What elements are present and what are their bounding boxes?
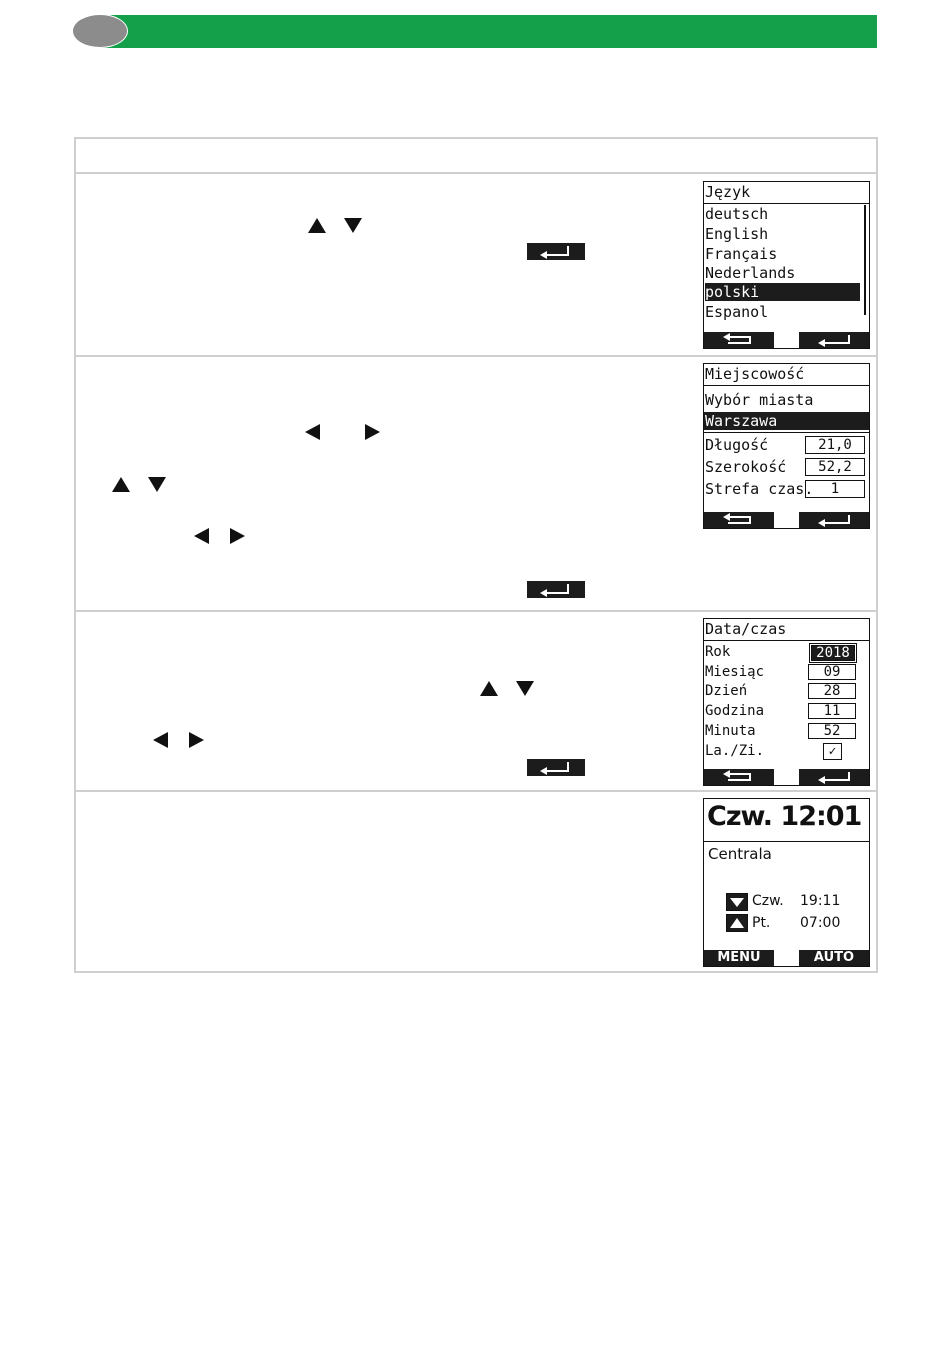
longitude-field[interactable]: 21,0 (805, 436, 865, 454)
enter-icon[interactable] (799, 769, 869, 785)
field-label: Rok (705, 644, 731, 660)
field-label: Szerokość (705, 458, 787, 476)
field-label: Długość (705, 436, 769, 454)
field-label: La./Zi. (705, 743, 765, 759)
enter-icon[interactable] (799, 512, 869, 528)
lcd-title: Język (705, 183, 751, 201)
list-item[interactable]: Nederlands (705, 264, 796, 282)
up-time: 07:00 (800, 915, 841, 931)
left-arrow-icon (305, 424, 320, 440)
sunset-down-icon (726, 893, 748, 911)
lcd-location-screen (703, 363, 870, 529)
down-arrow-icon (516, 681, 534, 696)
up-arrow-icon (480, 681, 498, 696)
right-arrow-icon (365, 424, 380, 440)
sunrise-up-icon (726, 914, 748, 932)
back-icon[interactable] (704, 512, 774, 528)
down-arrow-icon (344, 218, 362, 233)
hour-field[interactable]: 11 (808, 703, 856, 719)
list-item[interactable]: English (705, 225, 769, 243)
day-field[interactable]: 28 (808, 683, 856, 699)
city-value[interactable]: Warszawa (704, 412, 869, 430)
scrollbar[interactable] (864, 205, 866, 315)
minute-field[interactable]: 52 (808, 723, 856, 739)
enter-icon (527, 581, 585, 598)
latitude-field[interactable]: 52,2 (805, 458, 865, 476)
timezone-field[interactable]: 1 (805, 480, 865, 498)
right-arrow-icon (189, 732, 204, 748)
list-item[interactable]: Espanol (705, 303, 769, 321)
down-time: 19:11 (800, 893, 841, 909)
auto-button[interactable]: AUTO (799, 950, 869, 966)
table-row-main-screen (76, 790, 876, 973)
list-item[interactable]: Français (705, 245, 778, 263)
up-arrow-icon (308, 218, 326, 233)
lcd-title: Data/czas (705, 620, 787, 638)
section-header-bar (100, 15, 877, 48)
instruction-table (74, 137, 878, 973)
right-arrow-icon (230, 528, 245, 544)
up-arrow-icon (112, 477, 130, 492)
list-item-selected[interactable]: polski (705, 283, 860, 301)
enter-icon (527, 243, 585, 260)
lcd-main-screen (703, 798, 870, 967)
field-label: Godzina (705, 703, 765, 719)
field-label: Minuta (705, 723, 756, 739)
up-day: Pt. (752, 915, 771, 931)
back-icon[interactable] (704, 769, 774, 785)
field-label: Dzień (705, 683, 748, 699)
left-arrow-icon (153, 732, 168, 748)
enter-icon[interactable] (799, 332, 869, 348)
left-arrow-icon (194, 528, 209, 544)
field-label: Strefa czas. (705, 480, 814, 498)
city-label: Wybór miasta (705, 391, 814, 409)
down-day: Czw. (752, 893, 784, 909)
lcd-title: Miejscowość (705, 365, 805, 383)
table-row-language (76, 172, 876, 356)
location-label: Centrala (708, 845, 772, 863)
section-marker-circle (72, 14, 128, 48)
back-icon[interactable] (704, 332, 774, 348)
table-row-datetime (76, 610, 876, 791)
lcd-datetime-screen (703, 618, 870, 786)
field-label: Miesiąc (705, 664, 765, 680)
month-field[interactable]: 09 (808, 664, 856, 680)
lcd-language-screen (703, 181, 870, 349)
table-row-location (76, 355, 876, 611)
year-field[interactable]: 2018 (811, 645, 855, 661)
dst-checkbox[interactable]: ✓ (823, 743, 842, 760)
enter-icon (527, 759, 585, 776)
down-arrow-icon (148, 477, 166, 492)
clock-display: Czw. 12:01 (707, 801, 862, 832)
list-item[interactable]: deutsch (705, 205, 769, 223)
menu-button[interactable]: MENU (704, 950, 774, 966)
